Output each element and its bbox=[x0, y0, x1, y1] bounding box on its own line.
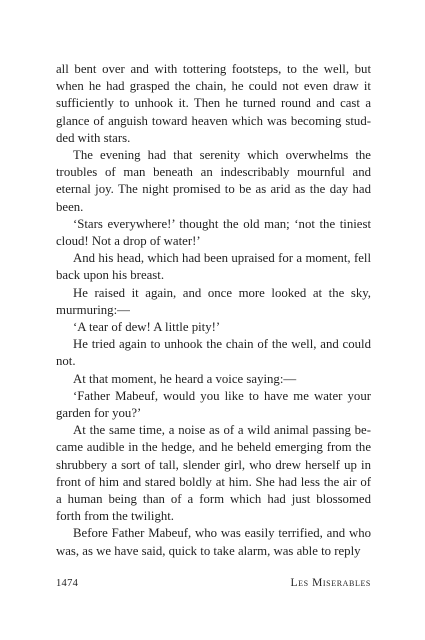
page-footer bbox=[56, 577, 371, 589]
paragraph: He raised it again, and once more looked at the sky, murmuring:— bbox=[56, 285, 371, 317]
paragraph: Before Father Mabeuf, who was easily terrified, and who was, as we have said, quick to take alarm, was able to reply bbox=[56, 526, 371, 558]
paragraph: ‘Stars everywhere!’ thought the old man; ‘not the tiniest cloud! Not a drop of water!’ bbox=[56, 216, 371, 249]
paragraph: all bent over and with tottering footsteps, to the well, but when he had grasped the chain, he could not even draw it sufficiently to unhook it. Then he turned round and cast a glance of anguish toward heaven which was becoming studded with stars. bbox=[56, 62, 371, 145]
paragraph: ‘A tear of dew! A little pity!’ bbox=[73, 320, 221, 335]
paragraph: At the same time, a noise as of a wild animal passing became audible in the hedge, and he beheld emerging from the shrubbery a sort of tall, slender girl, who drew herself up in front of him and stared boldly at him. She had less the air of a human being than of a form which had just blossomed forth from the twilight. bbox=[56, 423, 371, 524]
paragraph: ‘Father Mabeuf, would you like to have me water your garden for you?’ bbox=[56, 388, 371, 421]
running-head: Les Miserables bbox=[290, 577, 371, 589]
paragraph: He tried again to unhook the chain of the well, and could not. bbox=[56, 337, 371, 369]
body-text bbox=[56, 61, 371, 560]
paragraph: And his head, which had been upraised for a moment, fell back upon his breast. bbox=[56, 251, 371, 283]
paragraph: At that moment, he heard a voice saying:— bbox=[73, 371, 297, 386]
page-number: 1474 bbox=[56, 578, 79, 589]
paragraph: The evening had that serenity which overwhelms the troubles of man beneath an indescribably mournful and eternal joy. The night promised to be as arid as the day had been. bbox=[56, 148, 371, 214]
